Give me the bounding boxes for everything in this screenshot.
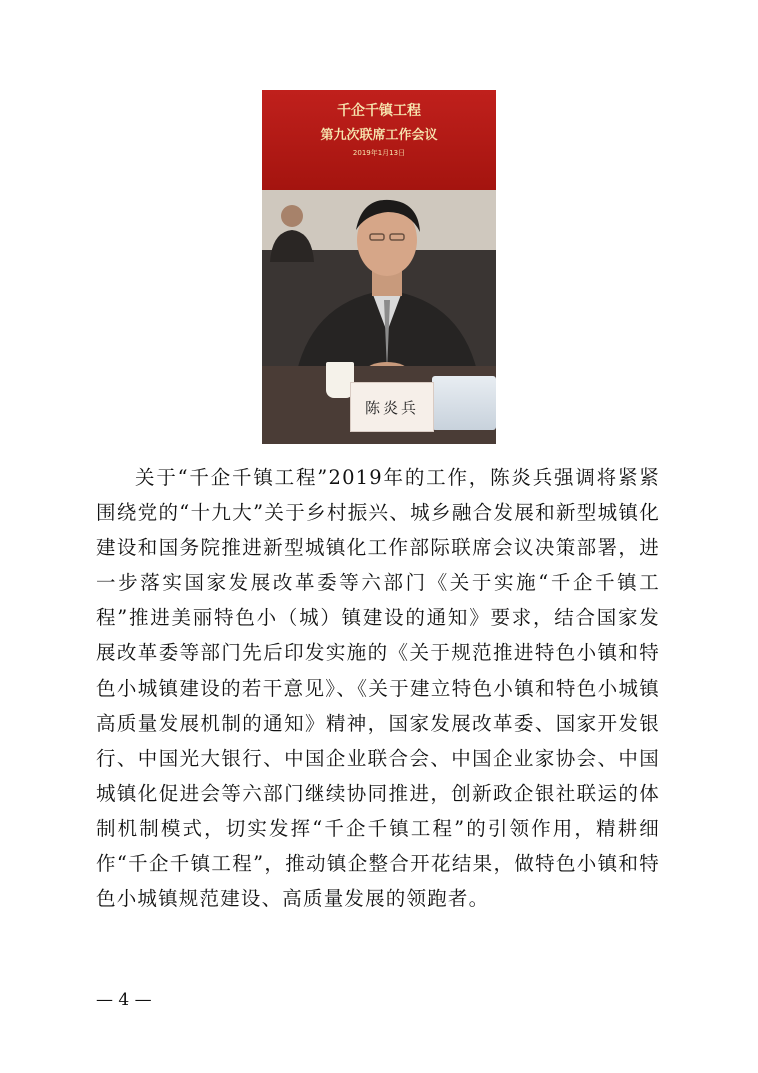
meeting-photo [262,90,496,444]
tissue-box [432,376,496,430]
body-paragraph: 关于“千企千镇工程”2019年的工作，陈炎兵强调将紧紧围绕党的“十九大”关于乡村振兴、城乡融合发展和新型城镇化建设和国务院推进新型城镇化工作部际联席会议决策部署，进一步落实国家发展改革委等六部门《关于实施“千企千镇工程”推进美丽特色小（城）镇建设的通知》要求，结合国家发展改革委等部门先后印发实施的《关于规范推进特色小镇和特色小城镇建设的若干意见》、《关于建立特色小镇和特色小城镇高质量发展机制的通知》精神，国家发展改革委、国家开发银行、中国光大银行、中国企业联合会、中国企业家协会、中国城镇化促进会等六部门继续协同推进，创新政企银社联运的体制机制模式，切实发挥“千企千镇工程”的引领作用，精耕细作“千企千镇工程”，推动镇企整合开花结果，做特色小镇和特色小城镇规范建设、高质量发展的领跑者。 [96,466,660,911]
banner-title: 千企千镇工程 [337,103,421,119]
nameplate: 陈炎兵 [350,382,434,432]
page-number: — 4 — [96,990,152,1010]
banner-date: 2019年1月13日 [352,149,406,157]
meeting-banner [262,90,496,190]
banner-subtitle: 第九次联席工作会议 [320,128,438,143]
